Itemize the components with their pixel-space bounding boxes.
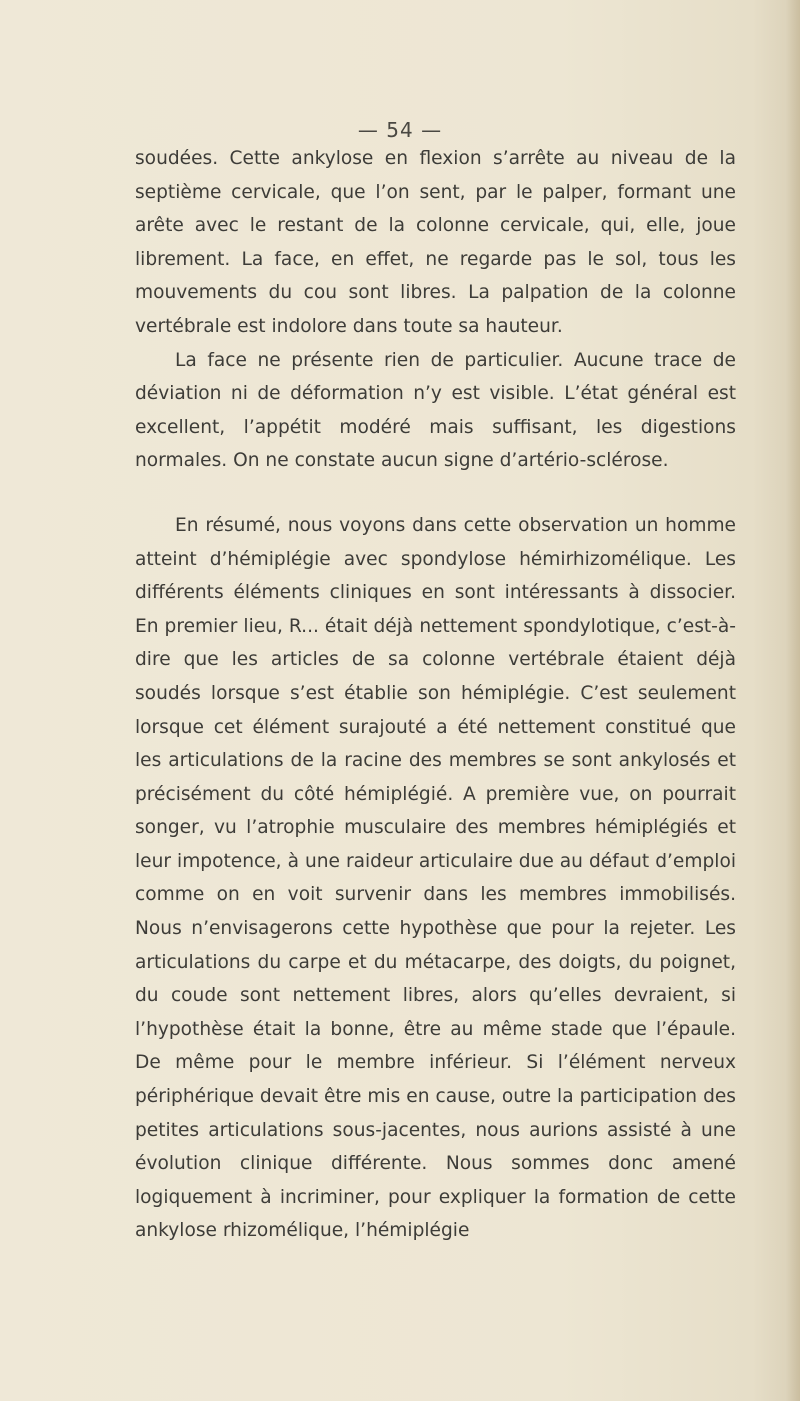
paragraph-2: La face ne présente rien de particulier. Aucune trace de déviation ni de déformation n’y est visible. L’état général est excellent, l’appétit modéré mais suffisant, les digestions normales. On ne constate aucun signe d’artério-sclérose. — [135, 349, 736, 472]
page-number: — 54 — — [357, 118, 443, 142]
paragraph-1: soudées. Cette ankylose en flexion s’arrête au niveau de la septième cervicale, que l’on sent, par le palper, formant une arête avec le restant de la colonne cervicale, qui, elle, joue librement. La face, en effet, ne regarde pas le sol, tous les mouvements du cou sont libres. La palpation de la colonne vertébrale est indolore dans toute sa hauteur. — [135, 148, 736, 337]
page-edge-shadow — [786, 0, 800, 1401]
paragraph-3: En résumé, nous voyons dans cette observation un homme atteint d’hémiplégie avec spondylose hémirhizomélique. Les différents éléments cliniques en sont intéressants à dissocier. En premier lieu, R... était déjà nettement spondylotique, c’est-à-dire que les articles de sa colonne vertébrale étaient déjà soudés lorsque s’est établie son hémiplégie. C’est seulement lorsque cet élément surajouté a été nettement constitué que les articulations de la racine des membres se sont ankylosés et précisément du côté hémiplégié. A première vue, on pourrait songer, vu l’atrophie musculaire des membres hémiplégiés et leur impotence, à une raideur articulaire due au défaut d’emploi comme on en voit survenir dans les membres immobilisés. Nous n’envisagerons cette hypothèse que pour la rejeter. Les articulations du carpe et du métacarpe, des doigts, du poignet, du coude sont nettement libres, alors qu’elles devraient, si l’hypothèse était la bonne, être au même stade que l’épaule. De même pour le membre inférieur. Si l’élément nerveux périphérique devait être mis en cause, outre la participation des petites articulations sous-jacentes, nous aurions assisté à une évolution clinique différente. Nous sommes donc amené logiquement à incriminer, pour expliquer la formation de cette ankylose rhizomélique, l’hémiplégie — [135, 514, 736, 1242]
body-text — [135, 142, 736, 1248]
